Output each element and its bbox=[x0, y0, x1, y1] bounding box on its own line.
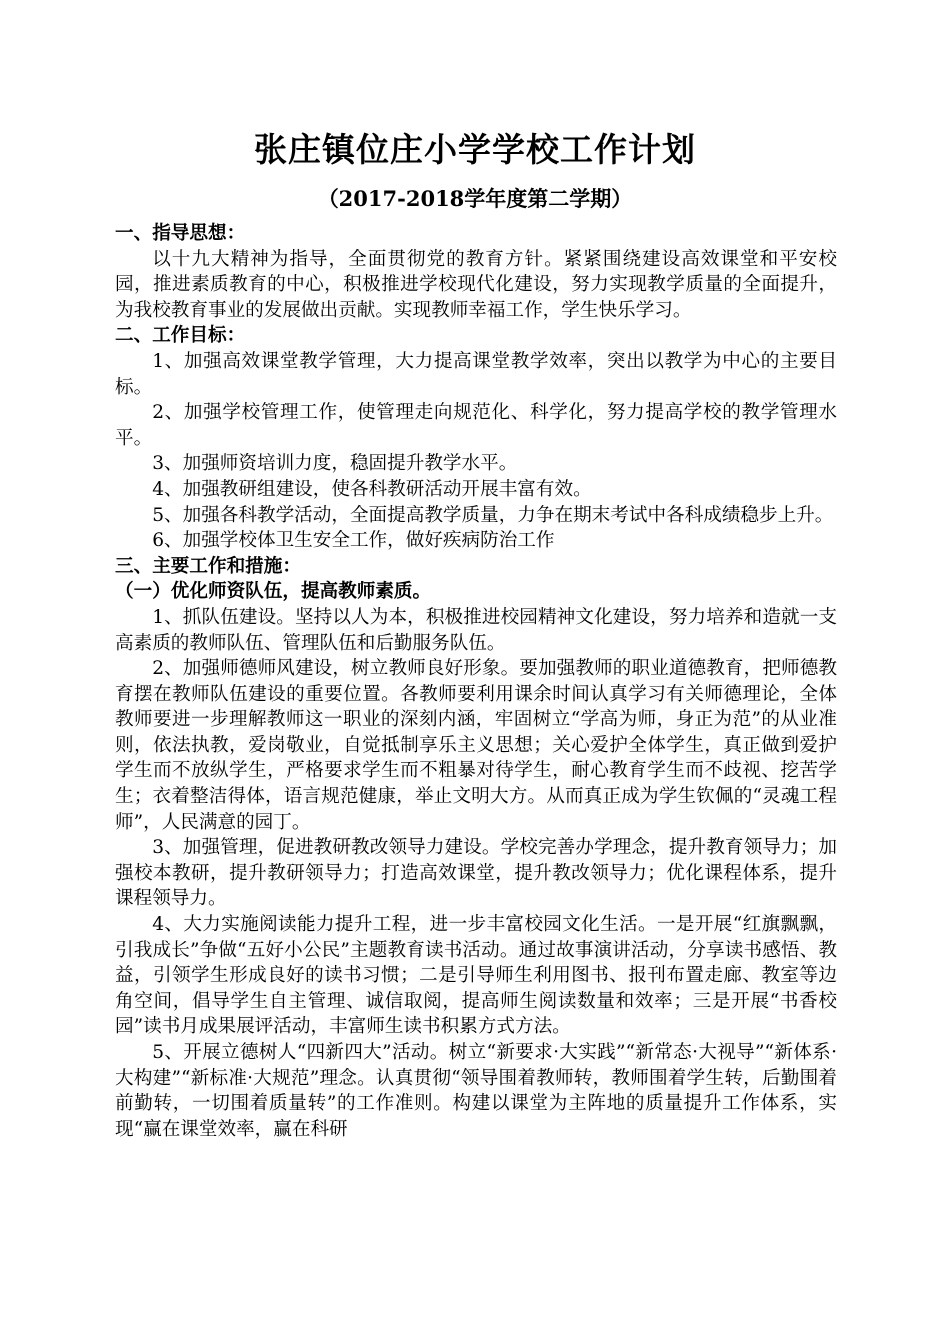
paragraph: 以十九大精神为指导，全面贯彻党的教育方针。紧紧围绕建设高效课堂和平安校园，推进素质教育的中心，积极推进学校现代化建设，努力实现教学质量的全面提升，为我校教育事业的发展做出贡献。实现教师幸福工作，学生快乐学习。 bbox=[115, 248, 837, 321]
goal-item: 6、加强学校体卫生安全工作，做好疾病防治工作 bbox=[152, 530, 555, 552]
section-heading-guiding-ideology: 一、指导思想： bbox=[115, 223, 246, 244]
subsection-heading-teacher-team: （一）优化师资队伍，提高教师素质。 bbox=[115, 581, 432, 603]
measure-item: 4、大力实施阅读能力提升工程，进一步丰富校园文化生活。一是开展“红旗飘飘，引我成长”争做“五好小公民”主题教育读书活动。通过故事演讲活动，分享读书感悟、教益，引领学生形成良好的读书习惯；二是引导师生利用图书、报刊布置走廊、教室等边角空间，倡导学生自主管理、诚信取阅，提高师生阅读数量和效率；三是开展“书香校园”读书月成果展评活动，丰富师生读书积累方式方法。 bbox=[115, 914, 837, 1038]
document-body bbox=[115, 221, 837, 1142]
goal-item: 4、加强教研组建设，使各科教研活动开展丰富有效。 bbox=[152, 478, 592, 500]
section-heading-work-goals: 二、工作目标： bbox=[115, 325, 246, 347]
goal-item: 3、加强师资培训力度，稳固提升教学水平。 bbox=[152, 453, 518, 475]
measure-item: 1、抓队伍建设。坚持以人为本，积极推进校园精神文化建设，努力培养和造就一支高素质的教师队伍、管理队伍和后勤服务队伍。 bbox=[115, 606, 837, 654]
measure-item: 2、加强师德师风建设，树立教师良好形象。要加强教师的职业道德教育，把师德教育摆在教师队伍建设的重要位置。各教师要利用课余时间认真学习有关师德理论，全体教师要进一步理解教师这一职业的深刻内涵，牢固树立“学高为师，身正为范”的从业准则，依法执教，爱岗敬业，自觉抵制享乐主义思想；关心爱护全体学生，真正做到爱护学生而不放纵学生，严格要求学生而不粗暴对待学生，耐心教育学生而不歧视、挖苦学生；衣着整洁得体，语言规范健康，举止文明大方。从而真正成为学生钦佩的“灵魂工程师”，人民满意的园丁。 bbox=[115, 658, 837, 833]
document-subtitle: （2017-2018学年度第二学期） bbox=[317, 186, 633, 211]
goal-item: 2、加强学校管理工作，使管理走向规范化、科学化，努力提高学校的教学管理水平。 bbox=[115, 402, 837, 449]
goal-item: 5、加强各科教学活动，全面提高教学质量，力争在期末考试中各科成绩稳步上升。 bbox=[152, 504, 834, 526]
goal-item: 1、加强高效课堂教学管理，大力提高课堂教学效率，突出以教学为中心的主要目标。 bbox=[115, 350, 837, 398]
document-title: 张庄镇位庄小学学校工作计划 bbox=[254, 130, 696, 169]
measure-item: 3、加强管理，促进教研教改领导力建设。学校完善办学理念，提升教育领导力；加强校本教研，提升教研领导力；打造高效课堂，提升教改领导力；优化课程体系，提升课程领导力。 bbox=[115, 837, 837, 910]
measure-item: 5、开展立德树人“四新四大”活动。树立“新要求·大实践”“新常态·大视导”“新体系·大构建”“新标准·大规范”理念。认真贯彻“领导围着教师转，教师围着学生转，后勤围着前勤转，一切围着质量转”的工作准则。构建以课堂为主阵地的质量提升工作体系，实现“赢在课堂效率，赢在科研 bbox=[115, 1042, 837, 1140]
section-heading-main-measures: 三、主要工作和措施： bbox=[115, 555, 301, 577]
